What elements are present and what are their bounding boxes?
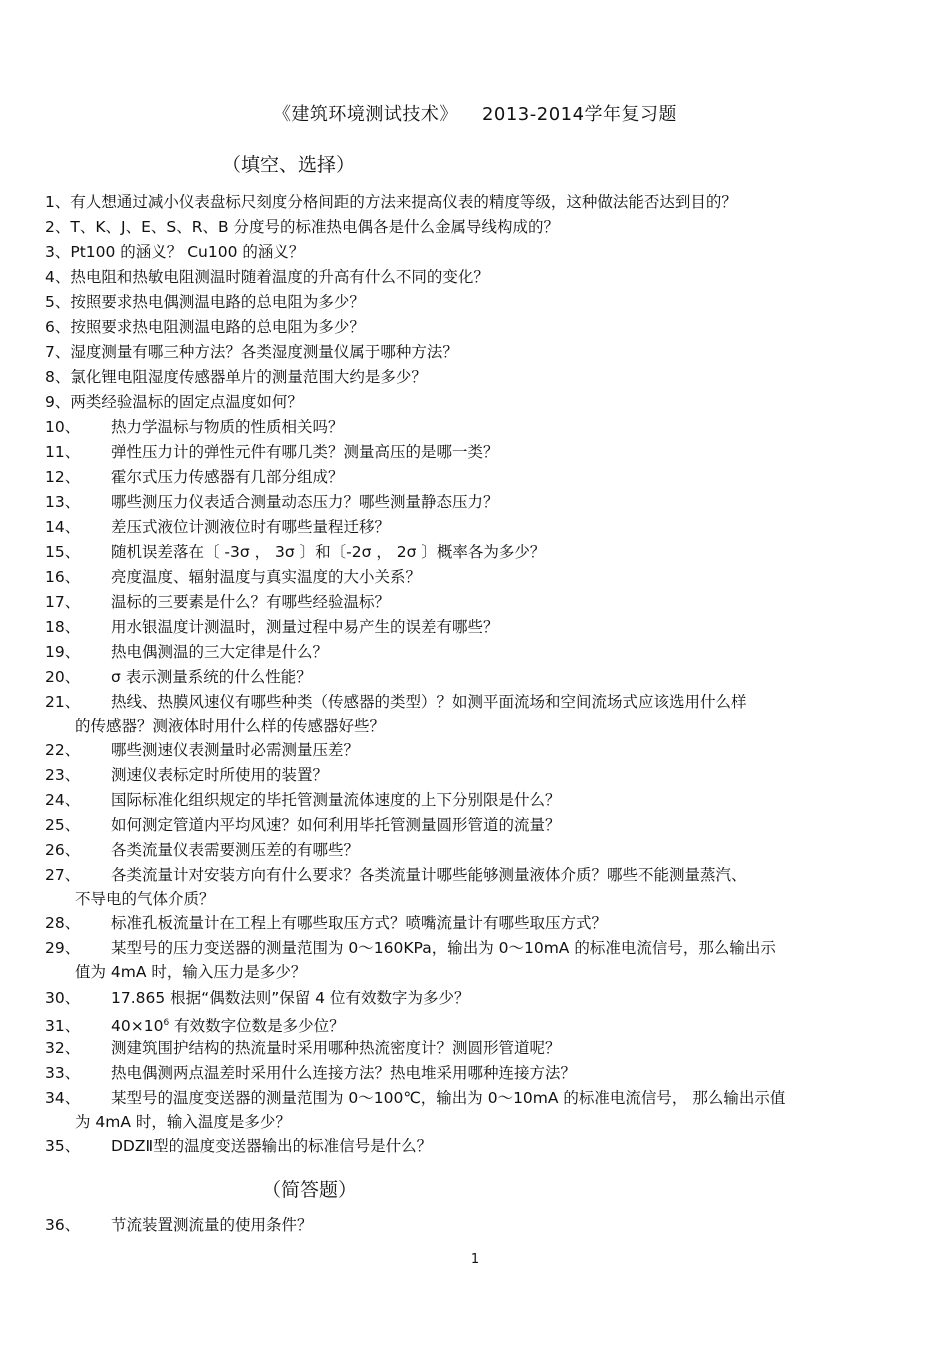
question-text: 哪些测速仪表测量时必需测量压差？ bbox=[111, 741, 360, 759]
question-text: 某型号的温度变送器的测量范围为 0～100℃，输出为 0～10mA 的标准电流信号， 那么输出示值 bbox=[111, 1089, 786, 1107]
question-text: 热电偶测温的三大定律是什么？ bbox=[111, 643, 329, 661]
question-item bbox=[45, 813, 905, 837]
question-item bbox=[45, 590, 905, 614]
question-number: 21、 bbox=[45, 693, 81, 711]
question-text-continued: 值为 4mA 时，输入压力是多少？ bbox=[75, 963, 307, 981]
question-text-continued: 为 4mA 时，输入温度是多少？ bbox=[75, 1113, 291, 1131]
question-text: 热电阻和热敏电阻测温时随着温度的升高有什么不同的变化？ bbox=[70, 268, 489, 286]
question-number: 20、 bbox=[45, 668, 81, 686]
question-text: 热线、热膜风速仪有哪些种类（传感器的类型）？如测平面流场和空间流场式应该选用什么样 bbox=[111, 693, 747, 711]
question-item bbox=[45, 1213, 905, 1237]
question-item bbox=[45, 240, 905, 264]
question-number: 3、 bbox=[45, 243, 71, 261]
question-text: 按照要求热电偶测温电路的总电阻为多少？ bbox=[70, 293, 365, 311]
question-number: 5、 bbox=[45, 293, 71, 311]
question-text: 测建筑围护结构的热流量时采用哪种热流密度计？测圆形管道呢？ bbox=[111, 1039, 561, 1057]
question-number: 18、 bbox=[45, 618, 81, 636]
question-item bbox=[45, 1086, 905, 1134]
question-text: 各类流量计对安装方向有什么要求？各类流量计哪些能够测量液体介质？哪些不能测量蒸汽、 bbox=[111, 866, 747, 884]
question-number: 9、 bbox=[45, 393, 71, 411]
question-text: 按照要求热电阻测温电路的总电阻为多少？ bbox=[70, 318, 365, 336]
question-number: 30、 bbox=[45, 989, 81, 1007]
question-text: 湿度测量有哪三种方法？各类湿度测量仪属于哪种方法？ bbox=[70, 343, 458, 361]
question-text: 温标的三要素是什么？有哪些经验温标？ bbox=[111, 593, 391, 611]
question-text-continued: 的传感器？测液体时用什么样的传感器好些？ bbox=[75, 717, 386, 735]
question-text: 用水银温度计测温时，测量过程中易产生的误差有哪些？ bbox=[111, 618, 499, 636]
title-text: 《建筑环境测试技术》 bbox=[272, 104, 458, 125]
question-item bbox=[45, 440, 905, 464]
question-text: 热力学温标与物质的性质相关吗？ bbox=[111, 418, 344, 436]
question-number: 13、 bbox=[45, 493, 81, 511]
question-number: 27、 bbox=[45, 866, 81, 884]
question-number: 6、 bbox=[45, 318, 71, 336]
question-text: 差压式液位计测液位时有哪些量程迁移？ bbox=[111, 518, 391, 536]
question-number: 1、 bbox=[45, 193, 71, 211]
question-item bbox=[45, 1134, 905, 1158]
question-number: 16、 bbox=[45, 568, 81, 586]
question-item bbox=[45, 936, 905, 984]
question-number: 23、 bbox=[45, 766, 81, 784]
question-text: 某型号的压力变送器的测量范围为 0～160KPa，输出为 0～10mA 的标准电流信号，那么输出示 bbox=[111, 939, 776, 957]
question-item bbox=[45, 1061, 905, 1085]
question-number: 25、 bbox=[45, 816, 81, 834]
question-item bbox=[45, 340, 905, 364]
document-title bbox=[0, 100, 950, 126]
question-number: 15、 bbox=[45, 543, 81, 561]
question-text: DDZⅡ型的温度变送器输出的标准信号是什么？ bbox=[111, 1137, 433, 1155]
question-text: 两类经验温标的固定点温度如何？ bbox=[70, 393, 303, 411]
question-text: 17.865 根据“偶数法则”保留 4 位有效数字为多少？ bbox=[111, 989, 470, 1007]
question-item bbox=[45, 838, 905, 862]
question-text: Pt100 的涵义？ Cu100 的涵义？ bbox=[70, 243, 305, 261]
question-text: 各类流量仪表需要测压差的有哪些？ bbox=[111, 841, 360, 859]
question-item bbox=[45, 490, 905, 514]
question-number: 14、 bbox=[45, 518, 81, 536]
question-text: 节流装置测流量的使用条件？ bbox=[111, 1216, 313, 1234]
question-item bbox=[45, 265, 905, 289]
page-number: 1 bbox=[470, 1252, 480, 1267]
question-item bbox=[45, 515, 905, 539]
question-item bbox=[45, 665, 905, 689]
question-number: 22、 bbox=[45, 741, 81, 759]
question-text: T、K、J、E、S、R、B 分度号的标准热电偶各是什么金属导线构成的？ bbox=[70, 218, 560, 236]
question-number: 24、 bbox=[45, 791, 81, 809]
question-text: 哪些测压力仪表适合测量动态压力？哪些测量静态压力？ bbox=[111, 493, 499, 511]
question-item bbox=[45, 615, 905, 639]
year-label: 2013-2014学年复习题 bbox=[481, 104, 678, 125]
question-text: 霍尔式压力传感器有几部分组成？ bbox=[111, 468, 344, 486]
question-item bbox=[45, 465, 905, 489]
question-number: 28、 bbox=[45, 914, 81, 932]
question-number: 10、 bbox=[45, 418, 81, 436]
question-text: 有人想通过减小仪表盘标尺刻度分格间距的方法来提高仪表的精度等级，这种做法能否达到目的？ bbox=[70, 193, 737, 211]
question-text: 测速仪表标定时所使用的装置？ bbox=[111, 766, 329, 784]
question-number: 32、 bbox=[45, 1039, 81, 1057]
question-number: 29、 bbox=[45, 939, 81, 957]
question-number: 12、 bbox=[45, 468, 81, 486]
question-text: 热电偶测两点温差时采用什么连接方法？热电堆采用哪种连接方法？ bbox=[111, 1064, 577, 1082]
question-text: 氯化锂电阻湿度传感器单片的测量范围大约是多少？ bbox=[70, 368, 427, 386]
question-number: 26、 bbox=[45, 841, 81, 859]
question-item bbox=[45, 738, 905, 762]
question-item bbox=[45, 690, 905, 738]
question-number: 35、 bbox=[45, 1137, 81, 1155]
question-item bbox=[45, 415, 905, 439]
question-item bbox=[45, 640, 905, 664]
question-item bbox=[45, 863, 905, 911]
question-item bbox=[45, 986, 905, 1010]
question-number: 4、 bbox=[45, 268, 71, 286]
question-item bbox=[45, 788, 905, 812]
question-item bbox=[45, 290, 905, 314]
question-item bbox=[45, 911, 905, 935]
question-number: 34、 bbox=[45, 1089, 81, 1107]
question-item bbox=[45, 565, 905, 589]
question-text: 标准孔板流量计在工程上有哪些取压方式？喷嘴流量计有哪些取压方式？ bbox=[111, 914, 608, 932]
question-text: 随机误差落在〔 -3σ ， 3σ 〕和〔-2σ ， 2σ 〕概率各为多少？ bbox=[111, 543, 546, 561]
question-item bbox=[45, 315, 905, 339]
question-number: 17、 bbox=[45, 593, 81, 611]
question-number: 31、 bbox=[45, 1017, 81, 1036]
question-item bbox=[45, 365, 905, 389]
question-text-continued: 不导电的气体介质？ bbox=[75, 890, 215, 908]
question-item bbox=[45, 540, 905, 564]
question-number: 33、 bbox=[45, 1064, 81, 1082]
section-heading-short-answer: （简答题） bbox=[262, 1179, 358, 1201]
question-text: 亮度温度、辐射温度与真实温度的大小关系？ bbox=[111, 568, 422, 586]
question-number: 11、 bbox=[45, 443, 81, 461]
section-heading-fill-choice: （填空、选择） bbox=[222, 154, 356, 176]
question-text: 弹性压力计的弹性元件有哪几类？测量高压的是哪一类？ bbox=[111, 443, 499, 461]
question-number: 8、 bbox=[45, 368, 71, 386]
question-number: 7、 bbox=[45, 343, 71, 361]
question-text: 如何测定管道内平均风速？如何利用毕托管测量圆形管道的流量？ bbox=[111, 816, 561, 834]
question-item bbox=[45, 763, 905, 787]
question-item bbox=[45, 190, 905, 214]
question-item bbox=[45, 390, 905, 414]
question-text-tail: 有效数字位数是多少位？ bbox=[169, 1017, 345, 1036]
question-text: 40×10 bbox=[111, 1017, 164, 1036]
question-item bbox=[45, 215, 905, 239]
question-text: σ 表示测量系统的什么性能？ bbox=[111, 668, 312, 686]
exponent: 6 bbox=[163, 1018, 170, 1028]
question-text: 国际标准化组织规定的毕托管测量流体速度的上下分别限是什么？ bbox=[111, 791, 561, 809]
question-number: 2、 bbox=[45, 218, 71, 236]
question-number: 19、 bbox=[45, 643, 81, 661]
question-item bbox=[45, 1011, 905, 1038]
question-item bbox=[45, 1036, 905, 1060]
question-number: 36、 bbox=[45, 1216, 81, 1234]
